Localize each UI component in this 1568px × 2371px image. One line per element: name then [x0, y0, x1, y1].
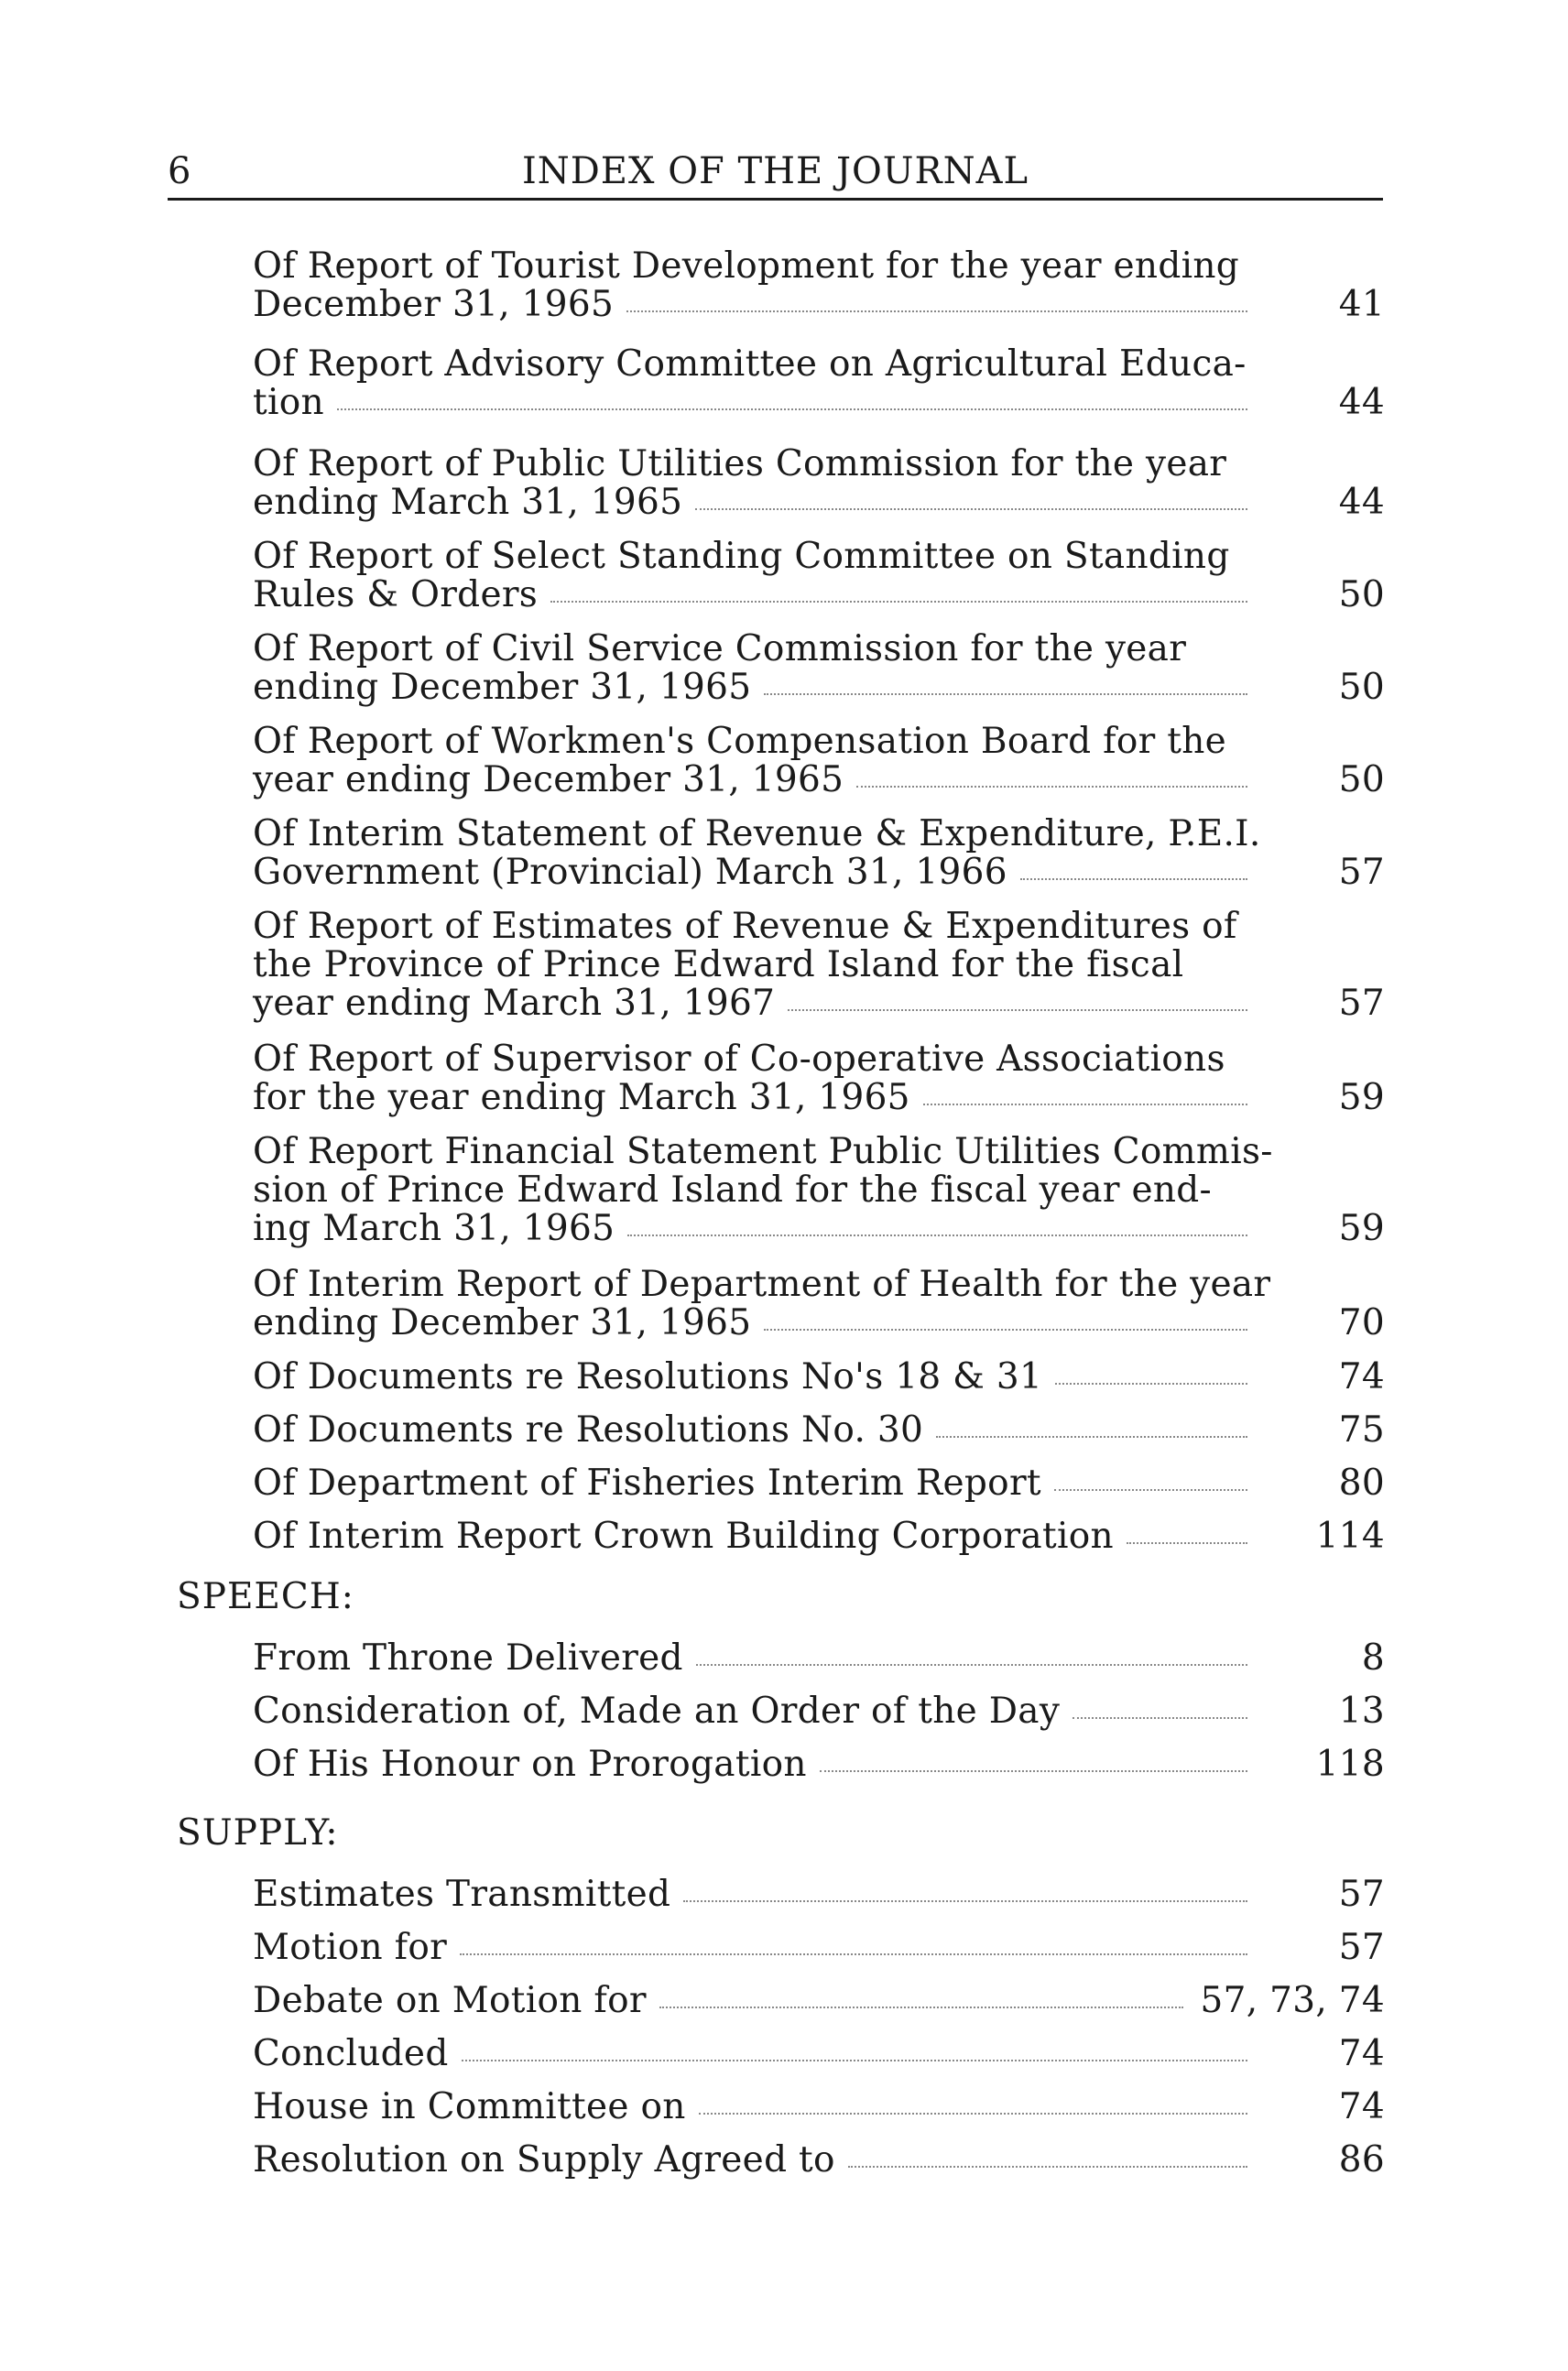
- entry-line: Government (Provincial) March 31, 1966: [253, 852, 1007, 893]
- entry-line: Consideration of, Made an Order of the Day: [253, 1691, 1061, 1732]
- index-entry: [253, 1692, 1385, 1731]
- page-header: [168, 145, 1383, 201]
- entry-page-number: 57: [1338, 983, 1385, 1024]
- dot-leader: [1055, 1382, 1247, 1385]
- index-entry: [253, 1876, 1385, 1914]
- entry-page-number: 44: [1338, 382, 1385, 423]
- index-entry: [253, 1982, 1385, 2020]
- entry-page-number: 118: [1315, 1744, 1385, 1785]
- index-entry: [253, 1358, 1385, 1397]
- entry-line: the Province of Prince Edward Island for the fiscal: [253, 944, 1184, 985]
- entry-page-number: 57: [1338, 852, 1385, 893]
- entry-page-number: 70: [1338, 1302, 1385, 1343]
- entry-line: Of Documents re Resolutions No's 18 & 31: [253, 1356, 1043, 1398]
- dot-leader: [1054, 1488, 1247, 1491]
- entry-page-number: 50: [1338, 759, 1385, 800]
- entry-page-number: 59: [1338, 1208, 1385, 1249]
- dot-leader: [460, 1952, 1247, 1955]
- dot-leader: [1127, 1541, 1247, 1544]
- entry-page-number: 57: [1338, 1874, 1385, 1915]
- entry-page-number: 57: [1338, 1927, 1385, 1968]
- dot-leader: [820, 1769, 1247, 1772]
- entry-line: for the year ending March 31, 1965: [253, 1077, 910, 1118]
- dot-leader: [683, 1899, 1247, 1902]
- entry-page-number: 50: [1338, 574, 1385, 615]
- entry-line: Of Report of Estimates of Revenue & Expenditures of: [253, 906, 1237, 947]
- index-entry: [253, 723, 1385, 799]
- entry-line: ing March 31, 1965: [253, 1208, 615, 1249]
- section-heading-speech: SPEECH:: [177, 1576, 354, 1617]
- entry-line: Rules & Orders: [253, 574, 539, 615]
- entry-page-number: 114: [1315, 1516, 1385, 1557]
- entry-line: December 31, 1965: [253, 284, 615, 325]
- entry-page-number: 74: [1338, 2033, 1385, 2074]
- index-entry: [253, 1746, 1385, 1784]
- entry-line: Of Report of Public Utilities Commission for the year: [253, 443, 1227, 484]
- dot-leader: [659, 2006, 1183, 2008]
- index-entry: [253, 1133, 1385, 1248]
- entry-line: Estimates Transmitted: [253, 1874, 671, 1915]
- entry-page-number: 74: [1338, 1356, 1385, 1398]
- entry-line: Of Report of Civil Service Commission for the year: [253, 628, 1187, 669]
- entry-page-number: 8: [1361, 1637, 1385, 1679]
- entry-line: Of Documents re Resolutions No. 30: [253, 1409, 924, 1451]
- index-entry: [253, 538, 1385, 615]
- dot-leader: [626, 310, 1247, 312]
- dot-leader: [764, 692, 1247, 695]
- entry-line: Of Interim Statement of Revenue & Expenditure, P.E.I.: [253, 813, 1261, 854]
- index-entry: [253, 1040, 1385, 1117]
- page-number: 6: [168, 150, 192, 192]
- section-heading-supply: SUPPLY:: [177, 1812, 339, 1854]
- entry-line: House in Committee on: [253, 2086, 686, 2127]
- entry-page-number: 80: [1338, 1463, 1385, 1504]
- index-entry: [253, 908, 1385, 1023]
- entry-line: ending December 31, 1965: [253, 667, 752, 708]
- entry-page-number: 50: [1338, 667, 1385, 708]
- running-title: INDEX OF THE JOURNAL: [521, 150, 1029, 192]
- entry-page-number: 13: [1338, 1691, 1385, 1732]
- entry-line: Of Report of Workmen's Compensation Board for the: [253, 721, 1227, 762]
- dot-leader: [1020, 877, 1247, 880]
- dot-leader: [696, 1663, 1247, 1666]
- index-entry: [253, 1517, 1385, 1556]
- entry-page-number: 86: [1338, 2139, 1385, 2181]
- entry-line: Of Report of Tourist Development for the year ending: [253, 245, 1240, 287]
- entry-line: Of His Honour on Prorogation: [253, 1744, 807, 1785]
- entry-line: ending December 31, 1965: [253, 1302, 752, 1343]
- entry-page-number: 44: [1338, 482, 1385, 523]
- entry-line: tion: [253, 382, 324, 423]
- dot-leader: [856, 785, 1247, 788]
- dot-leader: [337, 408, 1247, 410]
- index-entry: [253, 2141, 1385, 2180]
- entry-line: ending March 31, 1965: [253, 482, 683, 523]
- entry-page-number: 59: [1338, 1077, 1385, 1118]
- entry-line: year ending March 31, 1967: [253, 983, 776, 1024]
- entry-line: year ending December 31, 1965: [253, 759, 844, 800]
- index-entry: [253, 1929, 1385, 1967]
- index-entry: [253, 445, 1385, 522]
- entry-line: Of Report of Select Standing Committee on Standing: [253, 536, 1230, 577]
- entry-line: Of Interim Report of Department of Health for the year: [253, 1264, 1271, 1305]
- dot-leader: [788, 1008, 1247, 1011]
- index-entry: [253, 815, 1385, 892]
- index-entry: [253, 1411, 1385, 1450]
- index-entry: [253, 247, 1385, 324]
- dot-leader: [462, 2059, 1247, 2061]
- entry-line: Of Report of Supervisor of Co-operative Associations: [253, 1039, 1225, 1080]
- index-entry: [253, 2088, 1385, 2126]
- entry-page-number: 41: [1338, 284, 1385, 325]
- index-entry: [253, 345, 1385, 422]
- entry-line: Motion for: [253, 1927, 448, 1968]
- entry-line: Of Report Advisory Committee on Agricultural Educa-: [253, 343, 1247, 385]
- index-entry: [253, 630, 1385, 707]
- entry-line: Concluded: [253, 2033, 449, 2074]
- index-entry: [253, 1266, 1385, 1343]
- entry-line: Resolution on Supply Agreed to: [253, 2139, 835, 2181]
- entry-line: Of Department of Fisheries Interim Report: [253, 1463, 1041, 1504]
- dot-leader: [848, 2165, 1247, 2168]
- index-entry: [253, 1639, 1385, 1678]
- dot-leader: [550, 600, 1247, 603]
- dot-leader: [699, 2112, 1247, 2115]
- entry-page-number: 74: [1338, 2086, 1385, 2127]
- entry-line: sion of Prince Edward Island for the fiscal year end-: [253, 1169, 1213, 1211]
- dot-leader: [627, 1234, 1247, 1236]
- index-entry: [253, 1464, 1385, 1503]
- dot-leader: [695, 507, 1247, 510]
- dot-leader: [923, 1103, 1247, 1105]
- entry-line: Of Report Financial Statement Public Utilities Commis-: [253, 1131, 1273, 1172]
- dot-leader: [764, 1328, 1247, 1331]
- dot-leader: [936, 1435, 1247, 1438]
- entry-line: Debate on Motion for: [253, 1980, 647, 2021]
- dot-leader: [1073, 1716, 1247, 1719]
- index-entry: [253, 2035, 1385, 2073]
- entry-page-number: 57, 73, 74: [1200, 1980, 1385, 2021]
- entry-page-number: 75: [1338, 1409, 1385, 1451]
- entry-line: Of Interim Report Crown Building Corporation: [253, 1516, 1114, 1557]
- entry-line: From Throne Delivered: [253, 1637, 683, 1679]
